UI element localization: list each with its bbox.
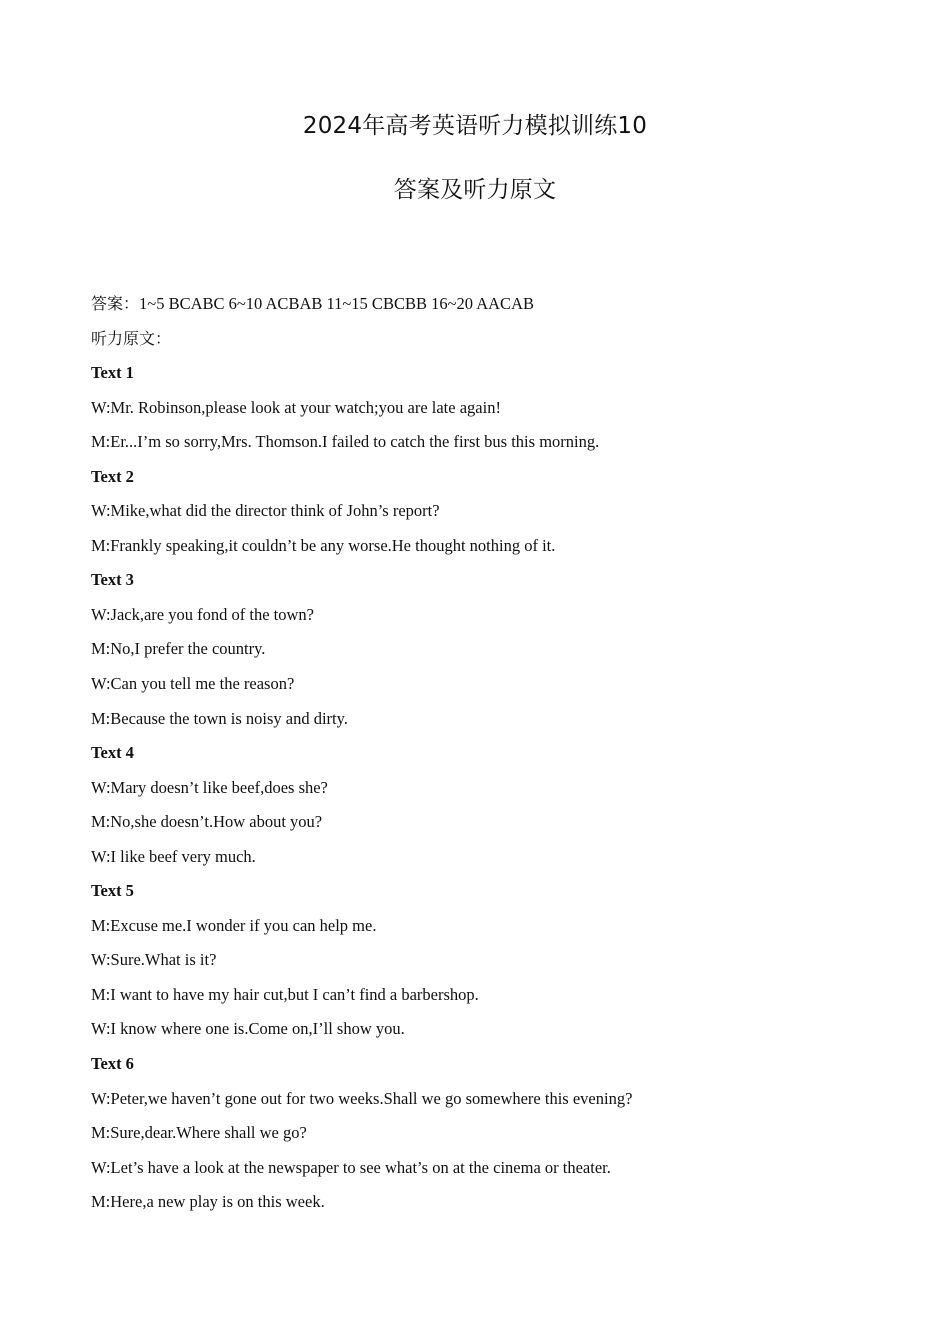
dialogue-line: M:Er...I’m so sorry,Mrs. Thomson.I failed to catch the first bus this morning. <box>91 432 600 452</box>
answers-text: 1~5 BCABC 6~10 ACBAB 11~15 CBCBB 16~20 AACAB <box>139 294 534 313</box>
transcript-label: 听力原文： <box>91 328 172 348</box>
dialogue-line: M:Sure,dear.Where shall we go? <box>91 1123 307 1143</box>
dialogue-line: W:I know where one is.Come on,I’ll show you. <box>91 1019 405 1039</box>
dialogue-line: W:Jack,are you fond of the town? <box>91 604 314 624</box>
text-heading: Text 3 <box>91 570 134 590</box>
dialogue-line: M:Excuse me.I wonder if you can help me. <box>91 915 377 935</box>
text-heading: Text 5 <box>91 881 134 901</box>
document-subtitle: 答案及听力原文 <box>393 177 557 203</box>
answers-label: 答案： <box>91 294 140 313</box>
dialogue-line: W:Let’s have a look at the newspaper to see what’s on at the cinema or theater. <box>91 1157 611 1177</box>
document-body <box>91 290 871 1223</box>
text-heading: Text 6 <box>91 1054 134 1074</box>
dialogue-line: W:Mr. Robinson,please look at your watch;you are late again! <box>91 397 501 417</box>
dialogue-line: W:Can you tell me the reason? <box>91 674 295 694</box>
dialogue-line: M:Because the town is noisy and dirty. <box>91 708 348 728</box>
dialogue-line: W:Peter,we haven’t gone out for two weeks.Shall we go somewhere this evening? <box>91 1088 633 1108</box>
dialogue-line: W:I like beef very much. <box>91 846 256 866</box>
dialogue-line: W:Mary doesn’t like beef,does she? <box>91 777 328 797</box>
text-heading: Text 1 <box>91 363 134 383</box>
dialogue-line: W:Mike,what did the director think of John’s report? <box>91 501 440 521</box>
document-title: 2024年高考英语听力模拟训练10 <box>302 113 648 139</box>
dialogue-line: W:Sure.What is it? <box>91 950 217 970</box>
dialogue-line: M:I want to have my hair cut,but I can’t find a barbershop. <box>91 984 479 1004</box>
dialogue-line: M:No,I prefer the country. <box>91 639 266 659</box>
dialogue-line: M:No,she doesn’t.How about you? <box>91 812 323 832</box>
dialogue-line: M:Frankly speaking,it couldn’t be any worse.He thought nothing of it. <box>91 535 556 555</box>
dialogue-line: M:Here,a new play is on this week. <box>91 1192 325 1212</box>
answers-line <box>91 290 871 325</box>
text-heading: Text 4 <box>91 743 134 763</box>
text-heading: Text 2 <box>91 466 134 486</box>
transcript-label-line <box>91 325 871 360</box>
